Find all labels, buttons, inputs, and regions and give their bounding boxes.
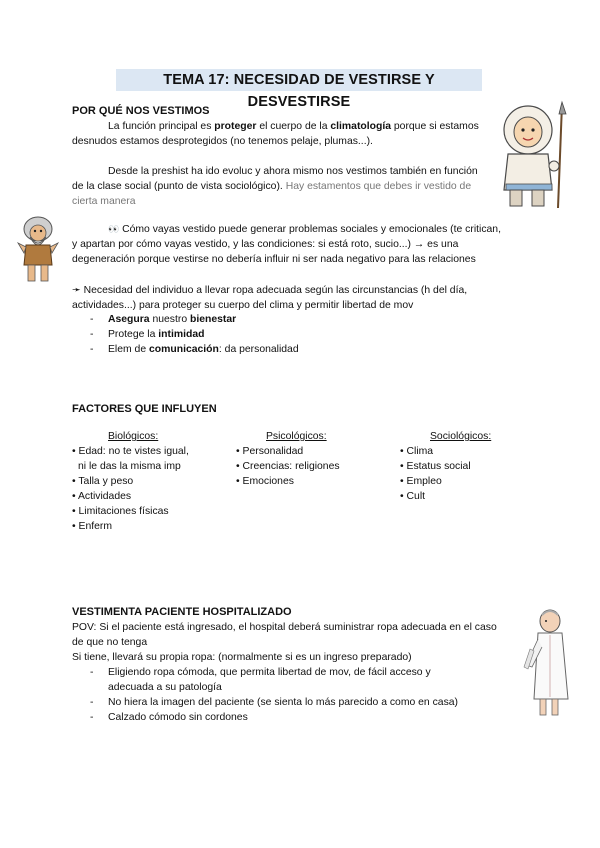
text-run: ni le das la misma imp xyxy=(78,461,181,472)
text-run: La función principal es xyxy=(108,121,215,132)
column-title-biologicos: Biológicos: xyxy=(108,431,159,442)
text-run: Clima xyxy=(406,446,434,457)
text-run: el cuerpo de la xyxy=(256,121,331,132)
list-item: - xyxy=(90,697,94,708)
bold-text: bienestar xyxy=(190,314,237,325)
patient-illustration xyxy=(516,605,580,721)
caveman-illustration xyxy=(12,213,64,287)
list-item: - xyxy=(90,344,94,355)
section-heading-factors: FACTORES QUE INFLUYEN xyxy=(72,403,217,415)
text-run: Personalidad xyxy=(242,446,304,457)
text-run: Emociones xyxy=(242,476,294,487)
text-run: Edad: no te vistes igual, xyxy=(78,446,189,457)
text-run: Cult xyxy=(406,491,426,502)
list-item xyxy=(78,460,181,475)
text-run: Desde la preshist ha ido evoluc y ahora mismo nos vestimos también en función de la clase social (punto de vista sociológico). xyxy=(72,166,478,192)
text-run: Empleo xyxy=(406,476,442,487)
muted-text: Hay estamentos que debes ir vestido de cierta manera xyxy=(72,181,472,207)
text-run: Cómo vayas vestido puede generar problemas sociales y emocionales (te critican, y apartan por cómo vayas vestido, y las condiciones: si está roto, sucio...) → es una degeneración porque vestirse no debería influir ni ser nada negativo para las relaciones xyxy=(72,224,501,265)
list-item: • Clima xyxy=(400,446,434,457)
bold-text: comunicación xyxy=(149,344,219,355)
list-item: • Talla y peso xyxy=(72,476,134,487)
list-item: - xyxy=(90,314,94,325)
list-item: • Estatus social xyxy=(400,461,471,472)
paragraph-social xyxy=(72,222,504,267)
text-run: Talla y peso xyxy=(78,476,134,487)
text-run: Enferm xyxy=(78,521,113,532)
bold-climatologia: climatología xyxy=(330,121,391,132)
list-item: • Creencias: religiones xyxy=(236,461,340,472)
paragraph-need: ➛ Necesidad del individuo a llevar ropa adecuada según las circunstancias (h del día, actividades...) para proteger su cuerpo del clima y permitir libertad de mov xyxy=(72,285,468,311)
paragraph-pov: POV: Si el paciente está ingresado, el hospital deberá suministrar ropa adecuada en el caso de que no tenga xyxy=(72,622,497,648)
section-heading-hospital: VESTIMENTA PACIENTE HOSPITALIZADO xyxy=(72,606,292,618)
list-item: • Empleo xyxy=(400,476,442,487)
list-item: • Limitaciones físicas xyxy=(72,506,169,517)
text-run: Actividades xyxy=(77,491,132,502)
list-item: • Actividades xyxy=(72,491,132,502)
column-title-sociologicos: Sociológicos: xyxy=(430,431,492,442)
list-item-text: No hiera la imagen del paciente (se sienta lo más parecido a como en casa) xyxy=(108,697,459,708)
list-item: - xyxy=(90,329,94,340)
list-item: • Emociones xyxy=(236,476,294,487)
list-item-text: adecuada a su patología xyxy=(108,682,222,693)
list-item-text xyxy=(108,343,299,357)
text-run: Elem de xyxy=(108,344,150,355)
eyes-icon: 👀 xyxy=(108,224,120,234)
paragraph-history xyxy=(72,164,492,209)
bold-proteger: proteger xyxy=(214,121,257,132)
list-item: - xyxy=(90,712,94,723)
list-item: • Edad: no te vistes igual, xyxy=(72,446,189,457)
list-item: • Personalidad xyxy=(236,446,304,457)
text-run: : da personalidad xyxy=(218,344,299,355)
text-run: porque si estamos desnudos estamos desprotegidos (no tenemos pelaje, plumas...). xyxy=(72,121,479,147)
bold-text: Asegura xyxy=(108,314,150,325)
text-run: Protege la xyxy=(108,329,159,340)
text-run: Creencias: religiones xyxy=(242,461,340,472)
bold-text: intimidad xyxy=(158,329,205,340)
list-item-text xyxy=(108,313,236,327)
list-item: • Cult xyxy=(400,491,426,502)
list-item-text xyxy=(108,328,204,342)
list-item-text: Eligiendo ropa cómoda, que permita libertad de mov, de fácil acceso y xyxy=(108,667,431,678)
eskimo-illustration xyxy=(492,100,578,212)
text-run: Limitaciones físicas xyxy=(78,506,169,517)
list-item-text: Calzado cómodo sin cordones xyxy=(108,712,248,723)
paragraph-function xyxy=(72,119,490,149)
page-title: TEMA 17: NECESIDAD DE VESTIRSE Y DESVESTIRSE xyxy=(116,69,482,91)
section-heading-why: POR QUÉ NOS VESTIMOS xyxy=(72,105,210,117)
list-item: • Enferm xyxy=(72,521,113,532)
text-run: Estatus social xyxy=(406,461,471,472)
column-title-psicologicos: Psicológicos: xyxy=(266,431,327,442)
paragraph-own-clothes: Si tiene, llevará su propia ropa: (normalmente si es un ingreso preparado) xyxy=(72,652,412,663)
list-item: - xyxy=(90,667,94,678)
text-run: nuestro xyxy=(149,314,191,325)
